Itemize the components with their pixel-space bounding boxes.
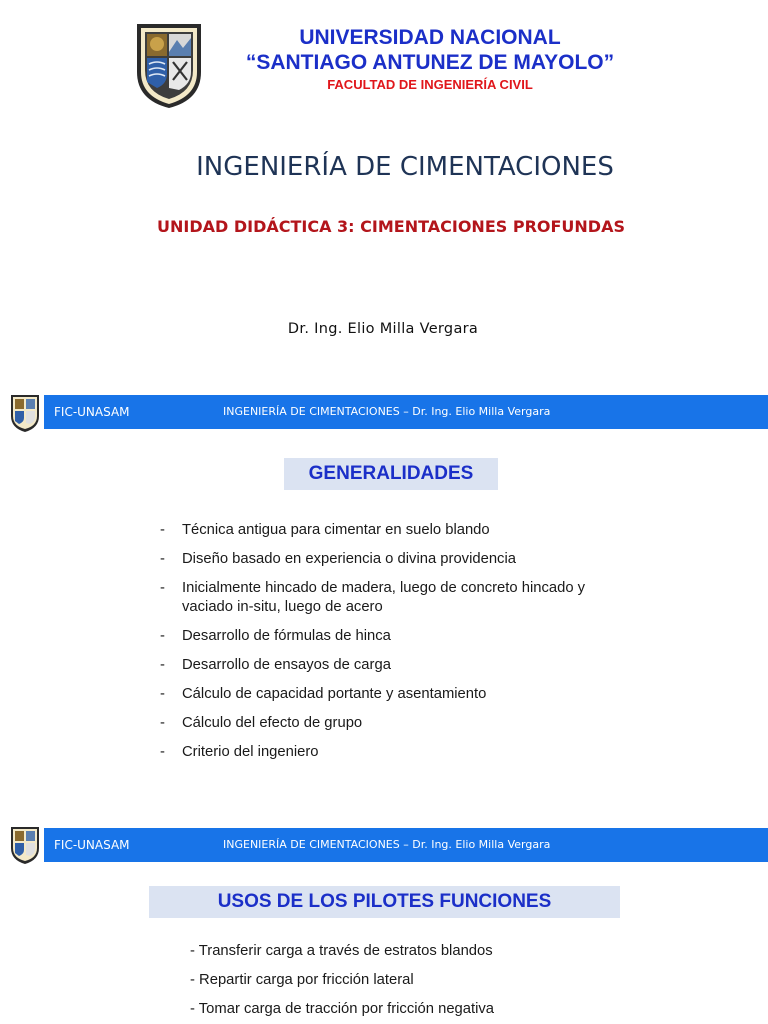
university-name-line2: “SANTIAGO ANTUNEZ DE MAYOLO” xyxy=(245,51,615,74)
slide-header-bar xyxy=(44,395,768,429)
list-item: - Cálculo del efecto de grupo xyxy=(160,715,363,731)
list-item: - Técnica antigua para cimentar en suelo blando xyxy=(160,522,490,538)
section-heading-usos: USOS DE LOS PILOTES FUNCIONES xyxy=(149,886,620,918)
list-item: - Desarrollo de ensayos de carga xyxy=(160,657,391,673)
list-item: - Diseño basado en experiencia o divina providencia xyxy=(160,551,516,567)
bar-left-label: FIC-UNASAM xyxy=(54,405,130,419)
list-item: - Tomar carga de tracción por fricción negativa xyxy=(190,1001,495,1017)
list-item: - Desarrollo de fórmulas de hinca xyxy=(160,628,391,644)
generalidades-list xyxy=(160,521,640,762)
list-item: - Repartir carga por fricción lateral xyxy=(190,972,414,988)
list-item: - Transferir carga a través de estratos blandos xyxy=(190,943,493,959)
list-item: - Cálculo de capacidad portante y asentamiento xyxy=(160,686,487,702)
slide-header-bar xyxy=(44,828,768,862)
list-item: - Criterio del ingeniero xyxy=(160,744,319,760)
bar-center-label: INGENIERÍA DE CIMENTACIONES – Dr. Ing. Elio Milla Vergara xyxy=(223,838,551,851)
faculty-name: FACULTAD DE INGENIERÍA CIVIL xyxy=(327,77,533,92)
course-title: INGENIERÍA DE CIMENTACIONES xyxy=(196,152,614,182)
university-crest-icon xyxy=(9,394,41,433)
bar-left-label: FIC-UNASAM xyxy=(54,838,130,852)
section-heading-generalidades: GENERALIDADES xyxy=(284,458,498,490)
usos-list xyxy=(190,942,494,1019)
university-crest-icon xyxy=(9,826,41,865)
list-item: - Inicialmente hincado de madera, luego de concreto hincado y vaciado in-situ, luego de acero xyxy=(160,580,586,615)
bar-center-label: INGENIERÍA DE CIMENTACIONES – Dr. Ing. Elio Milla Vergara xyxy=(223,405,551,418)
university-name-line1: UNIVERSIDAD NACIONAL xyxy=(299,26,561,49)
unit-subtitle: UNIDAD DIDÁCTICA 3: CIMENTACIONES PROFUNDAS xyxy=(156,217,625,236)
university-crest-icon xyxy=(133,22,205,110)
author-name: Dr. Ing. Elio Milla Vergara xyxy=(287,321,479,337)
